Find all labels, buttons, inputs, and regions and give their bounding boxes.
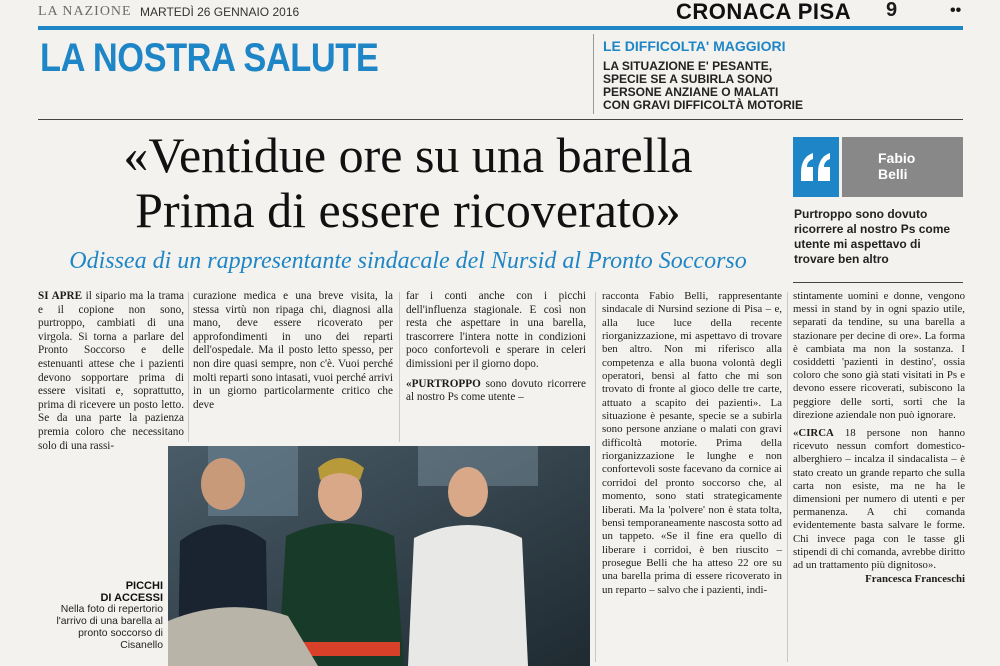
- column-text: stintamente uomini e donne, vengono messi in stand by in ogni spazio utile, separati da tendine, su una barella a stazionare per decine di ore». La forma è cambiata ma non la sostanza. I cosiddetti 'pazienti in destino', ossia coloro che sono già stati visitati in Ps e devono essere ricoverati, subiscono la peggiore delle sorti, sorti che la direzione aziendale non può ignorare.: [793, 290, 965, 421]
- headline-line-1: «Ventidue ore su una barella: [123, 127, 693, 183]
- column-divider: [787, 292, 788, 662]
- lead-in: SI APRE: [38, 290, 83, 302]
- header-dots: ••: [950, 2, 962, 19]
- photo-caption-text: Nella foto di repertorio l'arrivo di una barella al pronto soccorso di Cisanello: [56, 604, 163, 651]
- page-number: 9: [886, 0, 898, 21]
- article-author: Francesca Franceschi: [865, 573, 965, 586]
- caption-title-line: DI ACCESSI: [100, 592, 163, 604]
- photo-caption-title: [40, 580, 163, 604]
- lead-in: «CIRCA: [793, 427, 834, 440]
- article-column-1: [38, 290, 184, 453]
- quote-author-first: Fabio: [878, 150, 916, 166]
- lead-in: «PURTROPPO: [406, 377, 481, 390]
- article-column-3: [406, 290, 586, 405]
- section-kicker: LA NOSTRA SALUTE: [40, 36, 379, 80]
- issue-date: MARTEDÌ 26 GENNAIO 2016: [140, 5, 300, 19]
- headline-line-2: Prima di essere ricoverato»: [135, 182, 681, 238]
- quote-mark-icon: [793, 137, 839, 197]
- caption-title-line: PICCHI: [125, 580, 163, 592]
- column-divider: [399, 292, 400, 442]
- column-divider: [595, 292, 596, 662]
- article-column-2: [193, 290, 393, 412]
- article-photo: [168, 446, 590, 666]
- column-text: sono dovuto ricorrere al nostro Ps come utente –: [406, 377, 586, 404]
- kicker-divider: [593, 34, 594, 114]
- section-title: CRONACA PISA: [676, 0, 852, 24]
- column-text: far i conti anche con i picchi dell'influenza stagionale. E così non resta che aspettare in una barella, trascorrere l'intera notte in condizioni poco confortevoli e sperare in celeri dimissioni per il giorno dopo.: [406, 290, 586, 370]
- headline: [38, 128, 778, 238]
- kicker-rule: [38, 119, 963, 120]
- masthead-logo: LA NAZIONE: [38, 4, 132, 19]
- quote-author-last: Belli: [878, 166, 908, 182]
- column-text: racconta Fabio Belli, rappresentante sindacale di Nursind sezione di Pisa – e, alla luce luce della recente riorganizzazione, mi aspettavo di trovare ben altro. Non mi riferisco alla competenza e alla buona volontà degli operatori, bensì al fatto che mi son trovato di fronte al gioco delle tre carte, attuato a scapito dei pazienti». La situazione è pesante, specie se a subirla sono persone anziane o malati con gravi difficoltà motorie. Prima della riorganizzazione le lunghe e non confortevoli soste facevano da cornice ai corridoi del pronto soccorso che, al momento, sono stati strategicamente liberati. Ma la 'polvere' non è stata tolta, bensì temporaneamente nascosta sotto ad un tappeto. «Se il fine era quello di liberare i corridoi, è ben riuscito – prosegue Belli che ha atteso 22 ore su una barella prima di essere ricoverato in un reparto – salvo che i pazienti, indi-: [602, 290, 782, 596]
- column-text: curazione medica e una breve visita, la stessa virtù non ripaga chi, diagnosi alla mano, deve essere ricoverato per approfondimenti in uno dei reparti dell'ospedale. Ma il posto letto spesso, per non dire quasi sempre, non c'è. Vuoi perché molti reparti sono intasati, vuoi perché arrivi in un giorno particolarmente critico che deve: [193, 290, 393, 411]
- column-text: 18 persone non hanno ricevuto nessun comfort domestico-alberghiero – incalza il sindacalista – è stato creato un grande reparto che sulla carta non esiste, ma ne ha le dimensioni per numero di utenti e per permanenza. A chi comanda evidentemente basta salvare le forme. Chi invece paga con le tasse gli stipendi di chi comanda, avrebbe diritto ad un trattamento più dignitoso».: [793, 427, 965, 572]
- sidebox-text: LA SITUAZIONE E' PESANTE, SPECIE SE A SUBIRLA SONO PERSONE ANZIANE O MALATI CON GRAVI DIFFICOLTÀ MOTORIE: [603, 59, 803, 112]
- column-text: il sipario ma la trama e il copione non sono, purtroppo, cambiati di una virgola. Si torna a parlare del Pronto Soccorso e delle estenuanti attese che i pazienti devono sopportare prima di essere visitati e, soprattutto, prima di ricevere un posto letto. Se da una parte la pazienza premia coloro che necessitano solo di una rassi-: [38, 290, 184, 452]
- article-column-5: [793, 290, 965, 586]
- subheadline: Odissea di un rappresentante sindacale del Nursid al Pronto Soccorso: [69, 248, 747, 274]
- article-column-4: [602, 290, 782, 597]
- pull-quote-text: Purtroppo sono dovuto ricorrere al nostro Ps come utente mi aspettavo di trovare ben altro: [794, 207, 951, 266]
- quote-rule: [793, 282, 963, 283]
- quote-author-box: [842, 137, 963, 197]
- quote-badge: [793, 137, 839, 197]
- column-divider: [188, 292, 189, 442]
- header-rule: [38, 26, 963, 30]
- sidebox-title: LE DIFFICOLTA' MAGGIORI: [603, 38, 786, 54]
- photo-scene: [168, 446, 590, 666]
